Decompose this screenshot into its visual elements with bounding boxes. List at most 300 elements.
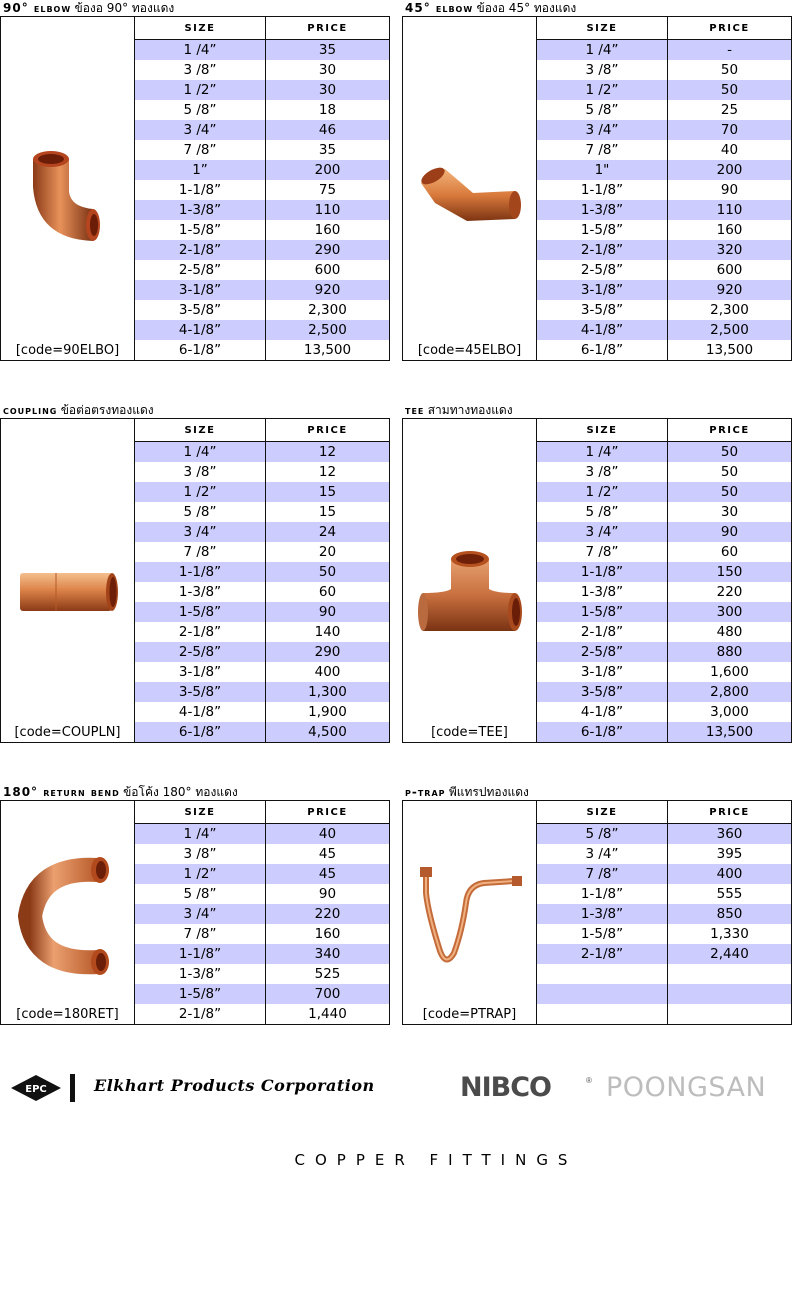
table-row (537, 844, 791, 864)
nibco-logo: NIBCO (460, 1072, 551, 1103)
size-header: SIZE (537, 801, 668, 824)
size-cell: 1-5/8” (537, 220, 668, 240)
table-row (537, 340, 791, 360)
product-code: [code=PTRAP] (422, 1007, 517, 1022)
price-cell: 850 (668, 904, 792, 924)
price-cell: 45 (318, 846, 337, 862)
size-cell: 3-1/8” (135, 662, 266, 682)
table-row (537, 662, 791, 682)
price-cell: 160 (314, 926, 341, 942)
size-header: SIZE (537, 419, 668, 442)
price-table (135, 801, 389, 1024)
price-cell: 1,900 (308, 704, 347, 720)
size-cell: 7 /8” (537, 864, 668, 884)
table-row (537, 602, 791, 622)
price-cell: 35 (318, 142, 337, 158)
price-cell: 140 (314, 624, 341, 640)
size-cell: 6-1/8” (537, 340, 668, 360)
table-row (537, 140, 791, 160)
size-cell: 1-1/8” (135, 944, 266, 964)
size-cell: 1 /2” (135, 482, 266, 502)
table-row (537, 702, 791, 722)
size-cell: 2-1/8” (135, 240, 266, 260)
size-cell: 7 /8” (537, 140, 668, 160)
size-cell: 3-1/8” (135, 280, 266, 300)
title-en: 90° elbow (3, 1, 72, 15)
size-cell: 3 /8” (135, 462, 266, 482)
size-cell: 1-1/8” (135, 562, 266, 582)
table-row (537, 904, 791, 924)
image-cell (403, 17, 537, 360)
title-en: p-trap (405, 785, 446, 799)
table-row (135, 562, 389, 582)
price-cell: 700 (266, 984, 390, 1004)
size-cell: 1 /4” (135, 442, 266, 463)
logo-divider (70, 1074, 75, 1102)
product-box (402, 418, 792, 743)
price-cell (668, 984, 792, 1004)
table-row (537, 60, 791, 80)
table-row (135, 522, 389, 542)
table-row (135, 320, 389, 340)
price-cell: 200 (668, 160, 792, 180)
size-cell: 3 /4” (135, 522, 266, 542)
price-cell: 1,330 (710, 926, 749, 942)
size-cell: 7 /8” (537, 542, 668, 562)
size-cell: 5 /8” (537, 824, 668, 845)
table-row (135, 984, 389, 1004)
table-row (537, 562, 791, 582)
price-cell: 60 (720, 544, 739, 560)
size-cell: 5 /8” (135, 502, 266, 522)
table-row (135, 100, 389, 120)
table-row (537, 582, 791, 602)
table-row (135, 944, 389, 964)
price-cell: 18 (318, 102, 337, 118)
size-cell: 5 /8” (537, 502, 668, 522)
size-cell: 6-1/8” (135, 340, 266, 360)
table-row (537, 462, 791, 482)
size-cell: 2-1/8” (537, 240, 668, 260)
section-title (405, 402, 513, 418)
size-cell: 1-3/8” (537, 904, 668, 924)
table-row (135, 240, 389, 260)
table-row (135, 160, 389, 180)
size-cell: 3-1/8” (537, 662, 668, 682)
size-cell: 3 /8” (537, 462, 668, 482)
price-table (537, 801, 791, 1024)
table-row (135, 682, 389, 702)
table-row (135, 642, 389, 662)
price-cell: 400 (314, 664, 341, 680)
title-th: ข้องอ 90° ทองแดง (74, 1, 175, 15)
table-row (135, 180, 389, 200)
table-row (135, 824, 389, 845)
section-title (405, 784, 529, 800)
title-en: 45° elbow (405, 1, 474, 15)
table-row (537, 180, 791, 200)
price-cell: 30 (266, 80, 390, 100)
coupling-image (1, 569, 134, 615)
price-header: PRICE (668, 801, 792, 824)
size-cell: 1-1/8” (537, 180, 668, 200)
title-th: สามทางทองแดง (427, 403, 513, 417)
section-title (3, 402, 154, 418)
size-cell: 1" (537, 160, 668, 180)
price-cell: 880 (668, 642, 792, 662)
table-row (135, 140, 389, 160)
table-row (135, 864, 389, 884)
price-cell: 12 (318, 464, 337, 480)
price-cell: 1,300 (266, 682, 390, 702)
price-cell: 20 (318, 544, 337, 560)
price-cell: 30 (318, 62, 337, 78)
title-th: พีแทรปทองแดง (448, 785, 529, 799)
table-row (135, 482, 389, 502)
table-row (135, 260, 389, 280)
price-cell: 2,300 (308, 302, 347, 318)
size-cell: 2-1/8” (135, 1004, 266, 1024)
table-row (537, 320, 791, 340)
table-row (537, 642, 791, 662)
table-row (135, 582, 389, 602)
size-header: SIZE (135, 17, 266, 40)
price-cell: 110 (266, 200, 390, 220)
price-cell: - (668, 40, 792, 61)
table-row (135, 120, 389, 140)
size-cell: 1 /4” (135, 40, 266, 61)
table-row (537, 964, 791, 984)
table-row (135, 200, 389, 220)
size-cell: 1” (135, 160, 266, 180)
table-row (537, 482, 791, 502)
size-cell: 1-1/8” (537, 562, 668, 582)
price-cell: 920 (266, 280, 390, 300)
table-row (537, 864, 791, 884)
table-row (135, 340, 389, 360)
size-cell: 7 /8” (135, 542, 266, 562)
price-cell: 45 (266, 864, 390, 884)
product-box (0, 16, 390, 361)
price-cell: 2,500 (266, 320, 390, 340)
table-row (135, 662, 389, 682)
price-cell: 50 (668, 482, 792, 502)
size-cell: 4-1/8” (537, 702, 668, 722)
table-row (135, 702, 389, 722)
price-cell: 320 (668, 240, 792, 260)
price-cell: 220 (266, 904, 390, 924)
size-cell: 7 /8” (135, 140, 266, 160)
price-cell: 110 (668, 200, 792, 220)
table-row (135, 300, 389, 320)
price-cell: 395 (716, 846, 743, 862)
price-cell: 90 (668, 522, 792, 542)
table-row (537, 1004, 791, 1024)
size-cell: 1 /4” (135, 824, 266, 845)
size-cell (537, 1004, 668, 1024)
size-cell: 2-1/8” (537, 944, 668, 964)
size-cell: 2-1/8” (135, 622, 266, 642)
product-code: [code=TEE] (431, 725, 508, 740)
size-cell: 3-5/8” (135, 682, 266, 702)
product-box (0, 418, 390, 743)
title-en: 180° return bend (3, 785, 120, 799)
price-cell: 60 (318, 584, 337, 600)
size-cell: 6-1/8” (135, 722, 266, 742)
price-cell (668, 1004, 792, 1024)
price-cell: 15 (318, 504, 337, 520)
size-cell: 3 /8” (135, 60, 266, 80)
size-cell: 3 /4” (537, 120, 668, 140)
size-cell: 3 /8” (537, 60, 668, 80)
price-cell: 90 (720, 182, 739, 198)
table-row (135, 622, 389, 642)
size-cell: 1-3/8” (537, 582, 668, 602)
price-cell: 46 (266, 120, 390, 140)
price-cell: 50 (668, 442, 792, 463)
size-cell: 1-3/8” (135, 200, 266, 220)
title-th: ข้อต่อตรงทองแดง (60, 403, 154, 417)
price-cell: 25 (720, 102, 739, 118)
price-cell: 2,300 (710, 302, 749, 318)
size-cell: 1-1/8” (135, 180, 266, 200)
table-row (537, 240, 791, 260)
table-row (537, 722, 791, 742)
price-cell: 24 (266, 522, 390, 542)
price-cell: 2,800 (668, 682, 792, 702)
table-row (537, 120, 791, 140)
table-row (537, 522, 791, 542)
price-cell: 4,500 (266, 722, 390, 742)
size-cell: 4-1/8” (135, 320, 266, 340)
price-cell: 50 (266, 562, 390, 582)
size-cell: 1 /4” (537, 442, 668, 463)
size-cell: 1 /2” (537, 482, 668, 502)
table-row (537, 984, 791, 1004)
section-title (3, 0, 174, 16)
price-cell: 50 (720, 464, 739, 480)
price-header: PRICE (668, 17, 792, 40)
product-box (0, 800, 390, 1025)
size-cell (537, 964, 668, 984)
poongsan-logo: POONGSAN (606, 1072, 767, 1103)
price-cell: 160 (716, 222, 743, 238)
size-cell: 1-1/8” (537, 884, 668, 904)
size-cell: 5 /8” (537, 100, 668, 120)
price-cell: 1,600 (710, 664, 749, 680)
size-cell: 3 /4” (537, 522, 668, 542)
price-table (135, 419, 389, 742)
table-row (537, 682, 791, 702)
price-cell: 13,500 (303, 342, 352, 358)
table-row (537, 442, 791, 463)
table-row (135, 602, 389, 622)
table-row (537, 924, 791, 944)
table-row (135, 462, 389, 482)
price-cell: 555 (716, 886, 743, 902)
size-cell: 3 /4” (135, 120, 266, 140)
size-cell: 1 /4” (537, 40, 668, 61)
table-row (537, 300, 791, 320)
size-header: SIZE (135, 801, 266, 824)
table-row (135, 220, 389, 240)
table-row (537, 220, 791, 240)
price-cell: 3,000 (710, 704, 749, 720)
size-cell: 3-5/8” (537, 682, 668, 702)
table-row (537, 944, 791, 964)
table-row (135, 722, 389, 742)
price-cell: 290 (266, 642, 390, 662)
size-cell: 1-5/8” (537, 602, 668, 622)
elbow-45-image (403, 167, 536, 237)
price-cell: 600 (314, 262, 341, 278)
title-th: ข้องอ 45° ทองแดง (476, 1, 577, 15)
elkhart-logo: Elkhart Products Corporation (94, 1076, 375, 1095)
price-cell: 13,500 (705, 342, 754, 358)
table-row (537, 542, 791, 562)
table-row (135, 280, 389, 300)
size-cell: 1 /2” (135, 864, 266, 884)
size-cell: 4-1/8” (135, 702, 266, 722)
table-row (135, 1004, 389, 1024)
image-cell (1, 801, 135, 1024)
price-table (537, 419, 791, 742)
table-row (135, 60, 389, 80)
size-cell: 5 /8” (135, 100, 266, 120)
price-cell (668, 964, 792, 984)
price-cell: 90 (266, 602, 390, 622)
image-cell (403, 801, 537, 1024)
price-cell: 150 (668, 562, 792, 582)
size-cell: 2-5/8” (537, 642, 668, 662)
table-row (135, 542, 389, 562)
table-row (135, 40, 389, 61)
size-cell: 1 /2” (135, 80, 266, 100)
size-cell: 4-1/8” (537, 320, 668, 340)
size-cell: 3-5/8” (537, 300, 668, 320)
table-row (537, 502, 791, 522)
size-cell: 1-5/8” (537, 924, 668, 944)
size-cell: 1-3/8” (537, 200, 668, 220)
price-header: PRICE (668, 419, 792, 442)
price-cell: 2,440 (668, 944, 792, 964)
table-row (537, 622, 791, 642)
product-code: [code=180RET] (16, 1007, 119, 1022)
size-cell: 3-1/8” (537, 280, 668, 300)
price-cell: 1,440 (308, 1006, 347, 1022)
price-cell: 30 (720, 504, 739, 520)
size-cell: 5 /8” (135, 884, 266, 904)
table-row (135, 964, 389, 984)
product-code: [code=COUPLN] (14, 725, 121, 740)
price-cell: 40 (720, 142, 739, 158)
table-row (537, 40, 791, 61)
price-cell: 2,500 (668, 320, 792, 340)
table-row (135, 904, 389, 924)
size-cell: 2-1/8” (537, 622, 668, 642)
price-header: PRICE (266, 17, 390, 40)
section-title (3, 784, 238, 800)
product-code: [code=90ELBO] (15, 343, 120, 358)
price-header: PRICE (266, 419, 390, 442)
table-row (135, 924, 389, 944)
size-cell: 1-3/8” (135, 582, 266, 602)
price-cell: 340 (266, 944, 390, 964)
size-cell: 2-5/8” (135, 260, 266, 280)
size-cell: 1-3/8” (135, 964, 266, 984)
product-box (402, 800, 792, 1025)
size-cell: 1-5/8” (135, 602, 266, 622)
elbow-90-image (1, 147, 134, 247)
price-cell: 200 (266, 160, 390, 180)
size-cell: 3-5/8” (135, 300, 266, 320)
p-trap-image (403, 863, 536, 973)
table-row (537, 160, 791, 180)
price-cell: 525 (314, 966, 341, 982)
price-cell: 360 (668, 824, 792, 845)
price-cell: 50 (668, 80, 792, 100)
table-row (135, 884, 389, 904)
image-cell (1, 17, 135, 360)
title-en: tee (405, 403, 425, 417)
nibco-registered-mark: ® (586, 1076, 592, 1085)
size-cell: 7 /8” (135, 924, 266, 944)
title-th: ข้อโค้ง 180° ทองแดง (123, 785, 238, 799)
price-cell: 15 (266, 482, 390, 502)
table-row (537, 884, 791, 904)
size-cell: 3 /4” (537, 844, 668, 864)
price-cell: 70 (668, 120, 792, 140)
price-cell: 920 (668, 280, 792, 300)
title-en: coupling (3, 403, 58, 417)
epc-logo-text: EPC (25, 1084, 47, 1095)
size-header: SIZE (135, 419, 266, 442)
return-bend-image (1, 856, 134, 976)
price-cell: 220 (716, 584, 743, 600)
epc-logo (10, 1074, 62, 1107)
price-cell: 160 (314, 222, 341, 238)
price-cell: 90 (318, 886, 337, 902)
table-row (537, 100, 791, 120)
section-title (405, 0, 576, 16)
table-row (537, 280, 791, 300)
size-cell: 2-5/8” (135, 642, 266, 662)
product-box (402, 16, 792, 361)
brand-logos (0, 1068, 800, 1112)
size-cell: 1-5/8” (135, 984, 266, 1004)
table-row (135, 502, 389, 522)
price-cell: 13,500 (668, 722, 792, 742)
size-cell: 3 /4” (135, 904, 266, 924)
price-cell: 400 (668, 864, 792, 884)
table-row (537, 260, 791, 280)
table-row (537, 824, 791, 845)
size-cell (537, 984, 668, 1004)
price-cell: 480 (716, 624, 743, 640)
size-cell: 6-1/8” (537, 722, 668, 742)
table-row (135, 844, 389, 864)
price-cell: 35 (266, 40, 390, 61)
tee-image (403, 549, 536, 639)
table-row (135, 442, 389, 463)
table-row (135, 80, 389, 100)
price-cell: 50 (720, 62, 739, 78)
price-cell: 600 (716, 262, 743, 278)
price-cell: 75 (318, 182, 337, 198)
product-code: [code=45ELBO] (417, 343, 522, 358)
price-header: PRICE (266, 801, 390, 824)
table-row (537, 200, 791, 220)
